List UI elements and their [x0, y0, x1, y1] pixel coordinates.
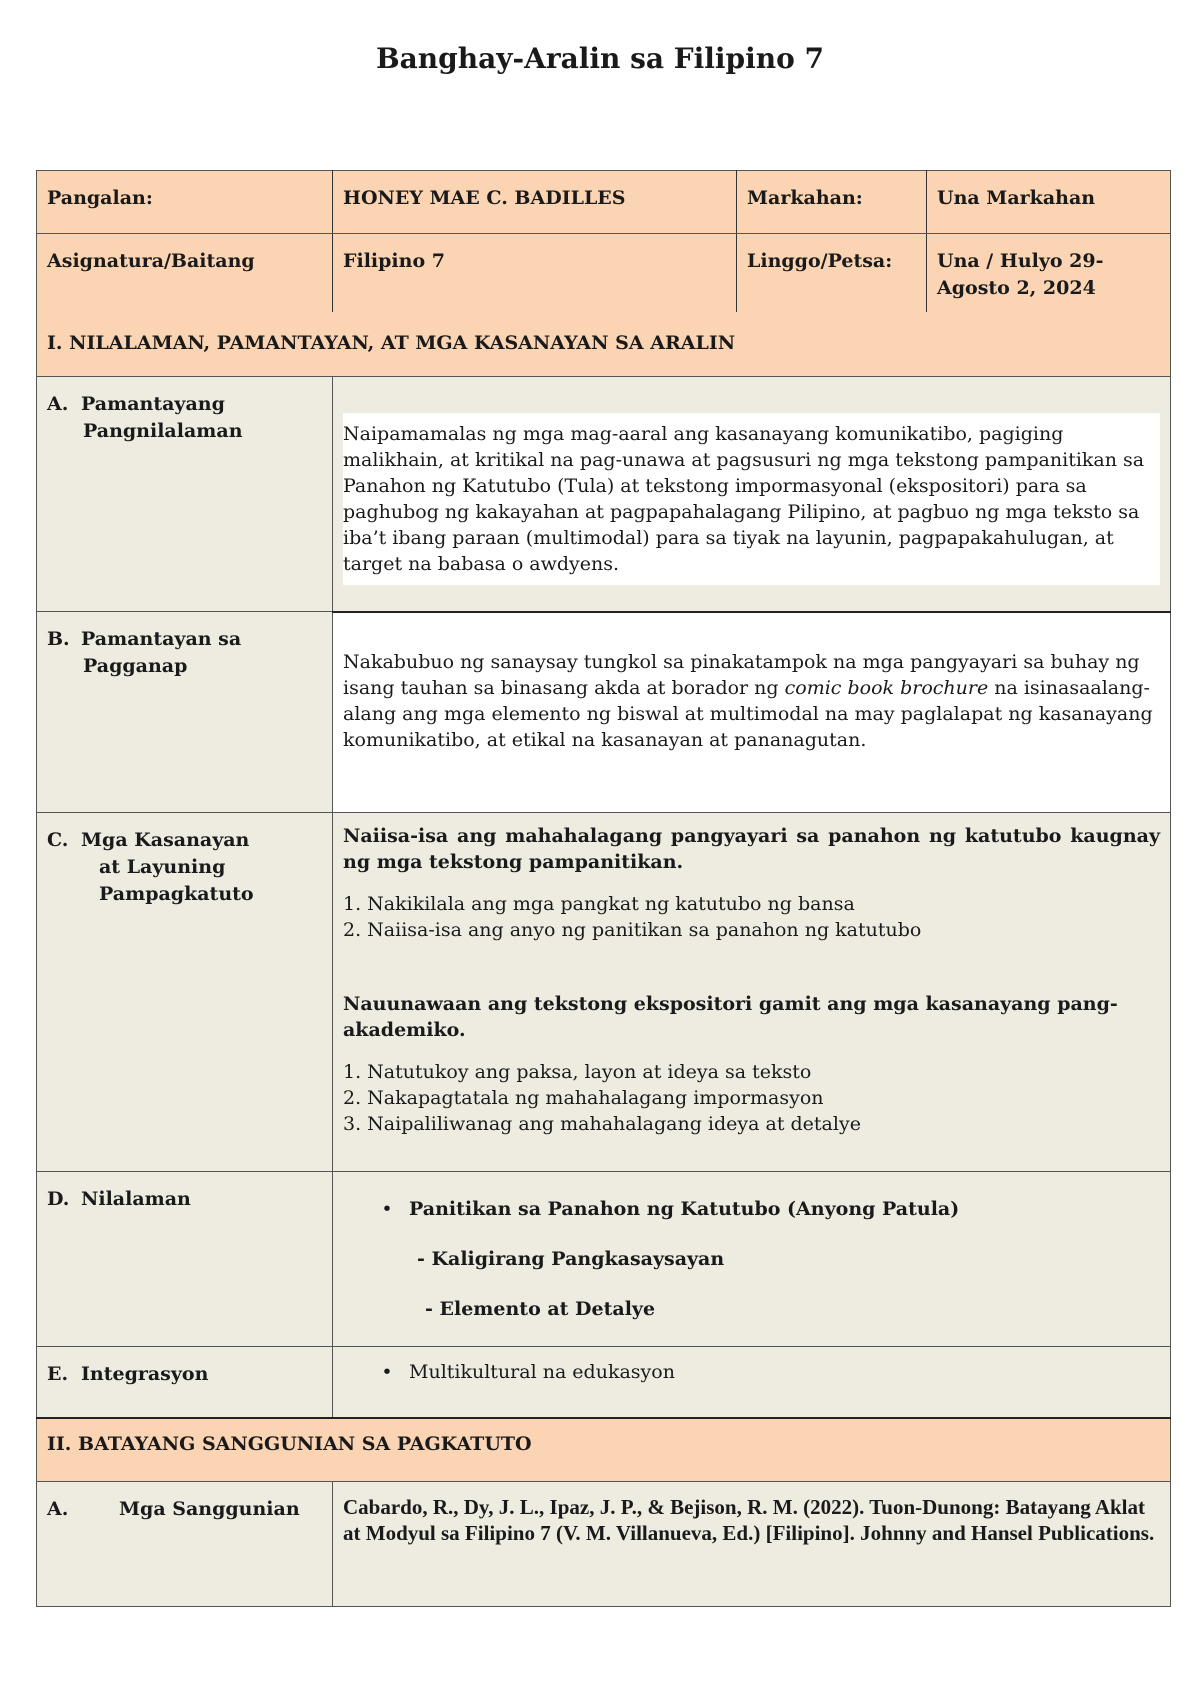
row-c-kasanayan	[37, 813, 1171, 1172]
section-1-heading-row	[37, 312, 1171, 377]
row-a-label	[37, 377, 333, 612]
row-2a-label-text: Mga Sanggunian	[119, 1498, 300, 1520]
row-e-label	[37, 1347, 333, 1419]
row-c-letter: C.	[47, 829, 69, 851]
header-row-name	[37, 171, 1171, 234]
linggo-value-line2: Agosto 2, 2024	[937, 277, 1096, 299]
row-c-goal-2: Nauunawaan ang tekstong ekspositori gamit ang mga kasanayang pang-akademiko.	[343, 993, 1118, 1041]
linggo-value	[927, 234, 1171, 313]
row-2a-label	[37, 1482, 333, 1607]
row-d-item-text: Panitikan sa Panahon ng Katutubo (Anyong Patula)	[409, 1198, 960, 1220]
row-e-integrasyon	[37, 1347, 1171, 1419]
row-c-label	[37, 813, 333, 1172]
linggo-label: Linggo/Petsa:	[737, 234, 927, 313]
row-b-text-1: Nakabubuo ng sanaysay tungkol sa pinakatampok na mga pangyayari sa buhay ng isang tauhan sa binasang akda at borador ng	[343, 650, 1140, 699]
row-c-list-2-item-3: 3. Naipaliliwanag ang mahahalagang ideya at detalye	[343, 1113, 861, 1135]
row-b-content	[333, 612, 1171, 813]
section-2-heading: II. BATAYANG SANGGUNIAN SA PAGKATUTO	[37, 1418, 1171, 1482]
row-d-letter: D.	[47, 1188, 70, 1210]
row-e-bullet: •	[381, 1361, 393, 1383]
section-2-heading-row	[37, 1418, 1171, 1482]
row-b-text-italic: comic book brochure	[784, 676, 989, 699]
pangalan-label: Pangalan:	[37, 171, 333, 234]
row-b-text	[343, 649, 1160, 753]
row-c-content	[333, 813, 1171, 1172]
row-e-label-text: Integrasyon	[81, 1363, 209, 1385]
row-a-label-1: Pamantayang	[81, 393, 225, 415]
markahan-label: Markahan:	[737, 171, 927, 234]
row-d-label-text: Nilalaman	[81, 1188, 191, 1210]
row-a-pamantayang-pangnilalaman	[37, 377, 1171, 612]
row-c-goal-1: Naiisa-isa ang mahahalagang pangyayari sa panahon ng katutubo kaugnay ng mga tekstong pampanitikan.	[343, 825, 1160, 873]
row-b-letter: B.	[47, 628, 70, 650]
page-title: Banghay-Aralin sa Filipino 7	[375, 42, 825, 75]
row-e-item	[343, 1359, 1160, 1385]
row-b-pamantayan-sa-pagganap	[37, 612, 1171, 813]
row-b-label-1: Pamantayan sa	[81, 628, 242, 650]
header-row-subject	[37, 234, 1171, 313]
row-c-list-1-item-2: 2. Naiisa-isa ang anyo ng panitikan sa panahon ng katutubo	[343, 919, 922, 941]
row-c-list-2-item-1: 1. Natutukoy ang paksa, layon at ideya sa teksto	[343, 1061, 812, 1083]
row-2a-letter: A.	[47, 1498, 69, 1520]
row-d-nilalaman	[37, 1172, 1171, 1347]
row-d-content	[333, 1172, 1171, 1347]
row-d-sub-1: - Kaligirang Pangkasaysayan	[417, 1248, 725, 1270]
row-b-label-2: Pagganap	[83, 655, 188, 677]
row-e-item-text: Multikultural na edukasyon	[409, 1361, 675, 1383]
row-b-label	[37, 612, 333, 813]
row-c-label-3: Pampagkatuto	[99, 883, 254, 905]
asignatura-label: Asignatura/Baitang	[37, 234, 333, 313]
lesson-plan-table	[36, 170, 1171, 1607]
row-d-bullet: •	[381, 1198, 393, 1220]
row-c-list-2-item-2: 2. Nakapagtatala ng mahahalagang impormasyon	[343, 1087, 824, 1109]
row-2a-content: Cabardo, R., Dy, J. L., Ipaz, J. P., & Bejison, R. M. (2022). Tuon-Dunong: Batayang Aklat at Modyul sa Filipino 7 (V. M. Villanueva, Ed.) [Filipino]. Johnny and Hansel Publications.	[333, 1482, 1171, 1607]
row-a-content	[333, 377, 1171, 612]
section-1-heading: I. NILALAMAN, PAMANTAYAN, AT MGA KASANAYAN SA ARALIN	[37, 312, 1171, 377]
row-c-list-1-item-1: 1. Nakikilala ang mga pangkat ng katutubo ng bansa	[343, 893, 855, 915]
row-d-item	[343, 1196, 1160, 1222]
asignatura-value: Filipino 7	[333, 234, 737, 313]
row-d-sub-2: - Elemento at Detalye	[425, 1298, 656, 1320]
markahan-value: Una Markahan	[927, 171, 1171, 234]
row-b-text-2: na isinasaalang-alang ang mga elemento ng biswal at multimodal na may paglalapat ng kasanayang komunikatibo, at etikal na kasanayan at pananagutan.	[343, 676, 1153, 751]
linggo-value-line1: Una / Hulyo 29-	[937, 250, 1104, 272]
row-e-content	[333, 1347, 1171, 1419]
row-a-label-2: Pangnilalaman	[83, 420, 243, 442]
row-2a-sanggunian	[37, 1482, 1171, 1607]
row-e-letter: E.	[47, 1363, 69, 1385]
row-a-letter: A.	[47, 393, 69, 415]
row-d-label	[37, 1172, 333, 1347]
row-c-label-2: at Layuning	[99, 856, 226, 878]
row-c-label-1: Mga Kasanayan	[81, 829, 250, 851]
row-a-text: Naipamamalas ng mga mag-aaral ang kasanayang komunikatibo, pagiging malikhain, at kritikal na pag-unawa at pagsusuri ng mga tekstong pampanitikan sa Panahon ng Katutubo (Tula) at tekstong impormasyonal (ekspositori) para sa paghubog ng kakayahan at pagpapahalagang Pilipino, at pagbuo ng mga teksto sa iba’t ibang paraan (multimodal) para sa tiyak na layunin, pagpapakahulugan, at target na babasa o awdyens.	[343, 413, 1160, 585]
pangalan-value: HONEY MAE C. BADILLES	[333, 171, 737, 234]
